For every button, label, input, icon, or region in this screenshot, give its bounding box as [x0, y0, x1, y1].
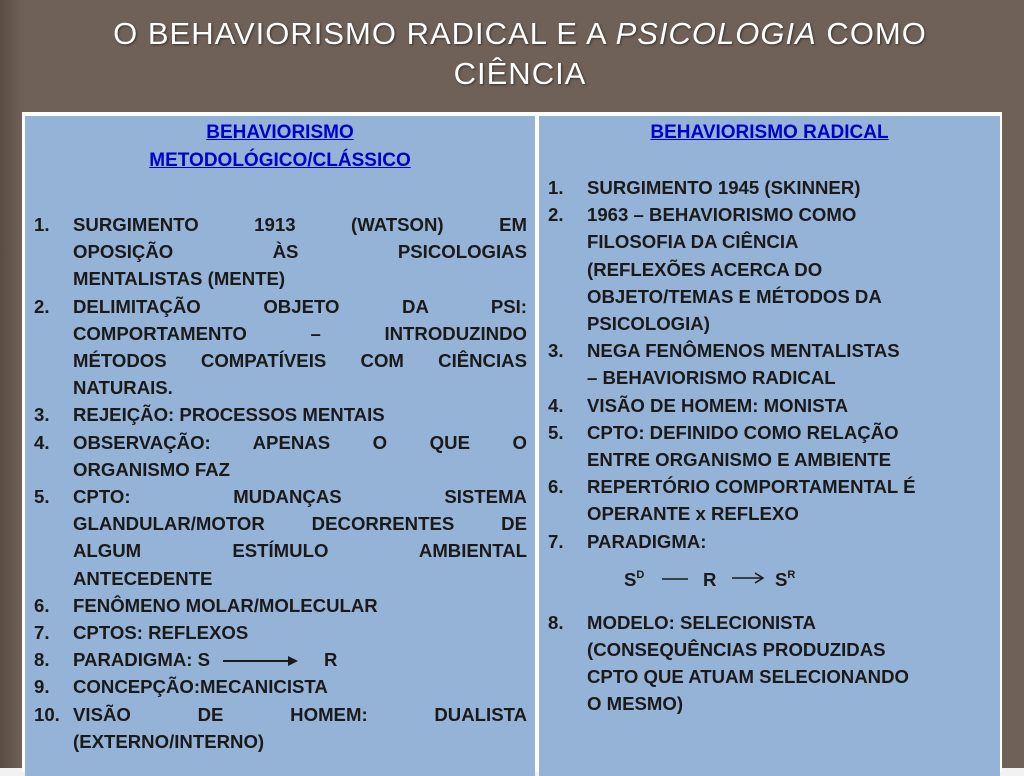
list-item-line: OPERANTE x REFLEXO	[587, 503, 799, 525]
list-item-line: MÉTODOS COMPATÍVEIS COM CIÊNCIAS	[73, 350, 527, 372]
paradigm-line-1	[661, 575, 689, 583]
paradigm-sr-superscript: R	[787, 568, 796, 581]
column-behaviorismo-radical	[539, 116, 1000, 776]
list-item-number: 6.	[34, 594, 50, 616]
list-item-line: ALGUM ESTÍMULO AMBIENTAL	[73, 540, 527, 562]
list-item-number: 2.	[34, 295, 50, 317]
list-item-number: 6.	[548, 476, 564, 498]
title-line-1	[40, 14, 1000, 54]
column-heading-left	[25, 119, 535, 175]
list-item-line: ORGANISMO FAZ	[73, 458, 231, 480]
list-item-line: OBJETO/TEMAS E MÉTODOS DA	[587, 285, 882, 307]
list-item	[25, 673, 527, 700]
paradigm-stimulus	[624, 569, 644, 591]
list-item	[25, 619, 527, 646]
list-item-line: PSICOLOGIA)	[587, 313, 710, 335]
list-item-line: ANTECEDENTE	[73, 567, 213, 589]
paradigm-s: S	[624, 568, 637, 590]
list-item-line: PARADIGMA:	[587, 530, 707, 552]
left-item-list	[25, 211, 535, 755]
list-item-number: 2.	[548, 204, 564, 226]
paradigm-text-after: R	[324, 649, 338, 671]
paradigm-arrow-icon	[222, 654, 302, 668]
list-item	[25, 293, 527, 402]
column-heading-right: BEHAVIORISMO RADICAL	[650, 122, 889, 143]
list-item	[539, 528, 988, 555]
right-item-list	[539, 174, 1000, 555]
list-item-line: ENTRE ORGANISMO E AMBIENTE	[587, 449, 892, 471]
list-item-line: SURGIMENTO 1945 (SKINNER)	[587, 177, 861, 198]
list-item	[539, 174, 988, 201]
list-item-line: VISÃO DE HOMEM: DUALISTA	[73, 703, 527, 725]
paradigm-diagram	[539, 555, 1000, 609]
list-item-line: REPERTÓRIO COMPORTAMENTAL É	[587, 476, 916, 498]
paradigm-response	[703, 569, 716, 591]
list-item-line: GLANDULAR/MOTOR DECORRENTES DE	[73, 513, 527, 535]
list-item-line	[73, 646, 527, 673]
list-item-line: 1963 – BEHAVIORISMO COMO	[587, 204, 857, 226]
list-item-line: DELIMITAÇÃO OBJETO DA PSI:	[73, 295, 527, 317]
slide-left-border	[0, 0, 22, 768]
list-item-number: 1.	[548, 177, 564, 198]
list-item	[539, 609, 988, 718]
paradigm-arrow-icon	[731, 571, 765, 585]
list-item-line: CONCEPÇÃO:MECANICISTA	[73, 676, 328, 698]
list-item	[25, 429, 527, 483]
list-item-number: 7.	[548, 530, 564, 552]
right-item-list-after	[539, 609, 1000, 718]
list-item-line: CPTO: DEFINIDO COMO RELAÇÃO	[587, 421, 899, 443]
list-item-number: 9.	[34, 676, 50, 698]
list-item-number: 3.	[548, 340, 564, 362]
list-item-line: FILOSOFIA DA CIÊNCIA	[587, 231, 799, 253]
heading-left-line1: BEHAVIORISMO	[206, 122, 354, 143]
list-item-line: – BEHAVIORISMO RADICAL	[587, 367, 836, 389]
list-item	[539, 419, 988, 473]
list-item-line: NEGA FENÔMENOS MENTALISTAS	[587, 340, 900, 362]
list-item-line: COMPORTAMENTO – INTRODUZINDO	[73, 322, 527, 344]
list-item-number: 4.	[548, 394, 564, 416]
list-item	[25, 701, 527, 755]
list-item-line: REJEIÇÃO: PROCESSOS MENTAIS	[73, 404, 385, 426]
paradigm-r: R	[703, 568, 717, 590]
list-item	[539, 201, 988, 337]
list-item-line: VISÃO DE HOMEM: MONISTA	[587, 394, 849, 416]
list-item-line: FENÔMENO MOLAR/MOLECULAR	[73, 594, 378, 616]
list-item	[25, 401, 527, 428]
list-item-line: CPTOS: REFLEXOS	[73, 622, 249, 644]
list-item-line: SURGIMENTO 1913 (WATSON) EM	[73, 214, 527, 235]
paradigm-s-superscript: D	[636, 568, 645, 581]
list-item-line: CPTO QUE ATUAM SELECIONANDO	[587, 666, 909, 688]
list-item-line: MODELO: SELECIONISTA	[587, 611, 816, 633]
list-item-number: 4.	[34, 431, 50, 453]
list-item-line: (CONSEQUÊNCIAS PRODUZIDAS	[587, 639, 886, 661]
title-text-part2: COMO	[816, 16, 927, 51]
list-item-line: OBSERVAÇÃO: APENAS O QUE O	[73, 431, 527, 453]
list-item	[539, 337, 988, 391]
list-item-number: 1.	[34, 214, 50, 235]
list-item-number: 10.	[34, 703, 60, 725]
list-item-line: OPOSIÇÃO ÀS PSICOLOGIAS	[73, 241, 527, 263]
list-item	[25, 646, 527, 673]
list-item-line: MENTALISTAS (MENTE)	[73, 268, 286, 290]
list-item	[539, 473, 988, 527]
list-item-line: (EXTERNO/INTERNO)	[73, 730, 265, 752]
list-item-number: 8.	[548, 611, 564, 633]
list-item-number: 5.	[548, 421, 564, 443]
list-item-number: 3.	[34, 404, 50, 426]
title-text-italic: PSICOLOGIA	[615, 16, 817, 51]
list-item	[25, 483, 527, 592]
heading-left-line2: METODOLÓGICO/CLÁSSICO	[149, 150, 411, 171]
column-behaviorismo-metodologico	[25, 116, 535, 776]
slide-title	[40, 14, 1000, 94]
list-item-line: NATURAIS.	[73, 377, 173, 399]
paradigm-sr: S	[775, 568, 788, 590]
list-item	[25, 211, 527, 293]
list-item-line: CPTO: MUDANÇAS SISTEMA	[73, 486, 527, 508]
paradigm-consequence	[775, 569, 795, 591]
list-item-number: 5.	[34, 486, 50, 508]
list-item-line: O MESMO)	[587, 693, 684, 715]
title-line-2: CIÊNCIA	[453, 56, 587, 91]
list-item	[25, 592, 527, 619]
title-text-part1: O BEHAVIORISMO RADICAL E A	[113, 16, 616, 51]
list-item-line: (REFLEXÕES ACERCA DO	[587, 258, 823, 280]
list-item-number: 8.	[34, 649, 50, 671]
list-item	[539, 392, 988, 419]
paradigm-text-before: PARADIGMA: S	[73, 649, 211, 671]
list-item-number: 7.	[34, 622, 50, 644]
